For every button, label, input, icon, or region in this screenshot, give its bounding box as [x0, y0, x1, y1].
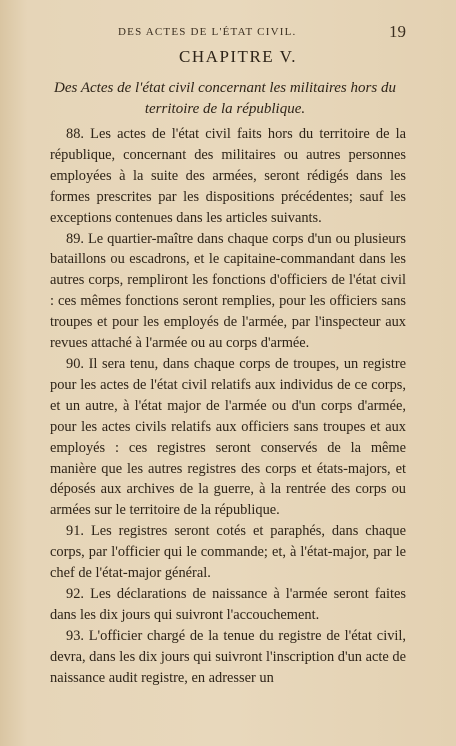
running-head: DES ACTES DE L'ÉTAT CIVIL. [118, 26, 297, 38]
article-number: 93. [66, 627, 84, 644]
article-text: Le quartier-maître dans chaque corps d'un ou plusieurs bataillons ou escadrons, et le capitaine-commandant dans les autres corps, rempliront les fonctions d'officiers de l'état civil : ces mêmes fonctions seront remplies, pour les officiers sans troupes et pour les employés de l'armée, par l'inspecteur aux revues attaché à l'armée ou au corps d'armée. [50, 230, 406, 352]
article-number: 88. [66, 126, 84, 142]
chapter-body [50, 124, 406, 688]
chapter-title: CHAPITRE V. [179, 47, 297, 66]
article-91 [50, 521, 406, 584]
article-number: 91. [66, 523, 84, 540]
article-90 [50, 354, 406, 521]
page-header [0, 22, 456, 44]
article-92 [50, 584, 406, 626]
article-number: 89. [66, 230, 84, 247]
article-number: 90. [66, 355, 84, 372]
article-text: Les déclarations de naissance à l'armée seront faites dans les dix jours qui suivront l'accouchement. [50, 585, 406, 623]
article-text: Il sera tenu, dans chaque corps de troupes, un registre pour les actes de l'état civil relatifs aux individus de ce corps, et un autre, à l'état major de l'armée ou d'un corps d'armée, pour les actes civils relatifs aux officiers sans troupes et aux employés : ces registres seront conservés de la même manière que les autres registres des corps et états-majors, et déposés aux archives de la guerre, à la rentrée des corps ou armées sur le territoire de la république. [50, 355, 406, 519]
article-text: Les registres seront cotés et paraphés, dans chaque corps, par l'officier qui le commande; et, à l'état-major, par le chef de l'état-major général. [50, 523, 406, 582]
article-number: 92. [66, 585, 84, 602]
article-89 [50, 229, 406, 354]
chapter-subtitle: Des Actes de l'état civil concernant les militaires hors du territoire de la république. [54, 80, 396, 117]
article-93 [50, 626, 406, 689]
article-88 [50, 124, 406, 229]
page-number: 19 [389, 22, 406, 41]
article-text: L'officier chargé de la tenue du registre de l'état civil, devra, dans les dix jours qui suivront l'inscription d'un acte de naissance audit registre, en adresser un [50, 627, 406, 686]
article-text: Les actes de l'état civil faits hors du territoire de la république, concernant des militaires ou autres personnes employées à la suite des armées, seront rédigés dans les formes prescrites par les dispositions précédentes; sauf les exceptions contenues dans les articles suivants. [50, 126, 406, 226]
